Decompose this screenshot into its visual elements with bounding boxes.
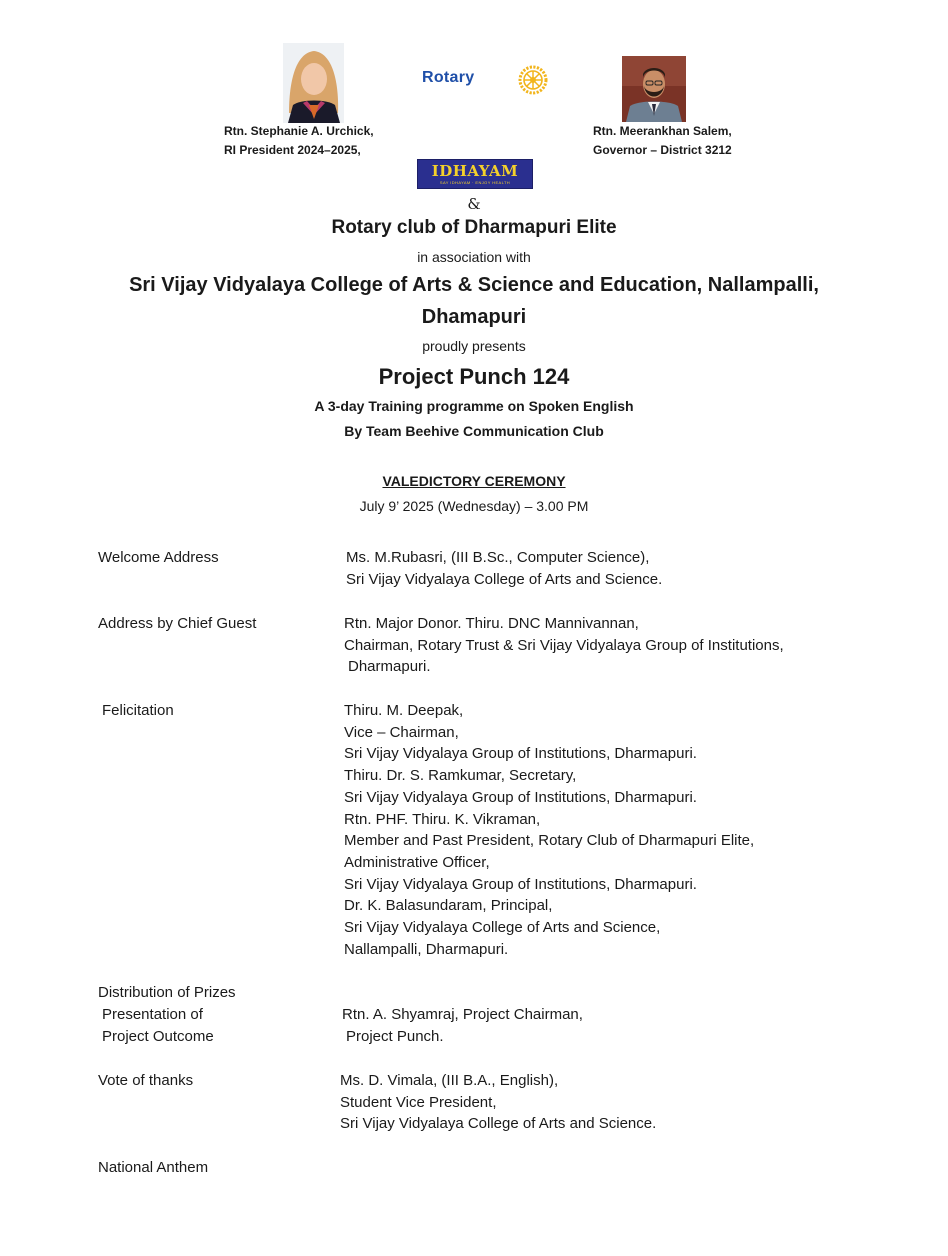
label-line: Welcome Address — [98, 549, 219, 566]
programme-subtitle: A 3-day Training programme on Spoken English — [314, 398, 634, 414]
rotary-logo-text: Rotary — [422, 69, 475, 86]
college-name-line1: Sri Vijay Vidyalaya College of Arts & Science and Education, Nallampalli, — [129, 274, 819, 296]
programme-item-label — [102, 700, 174, 722]
programme-item-detail — [346, 547, 662, 590]
detail-line: Student Vice President, — [340, 1093, 497, 1111]
programme-item-detail — [340, 1070, 656, 1135]
ceremony-datetime: July 9’ 2025 (Wednesday) – 3.00 PM — [359, 498, 589, 514]
club-name: Rotary club of Dharmapuri Elite — [331, 217, 617, 238]
label-line: Address by Chief Guest — [98, 615, 257, 632]
detail-line: Thiru. Dr. S. Ramkumar, Secretary, — [344, 767, 577, 785]
detail-line: Administrative Officer, — [344, 853, 490, 871]
ri-president-role: RI President 2024–2025, — [224, 143, 361, 157]
idhayam-tagline: SAY IDHAYAM · ENJOY HEALTH — [439, 180, 511, 185]
detail-line: Ms. M.Rubasri, (III B.Sc., Computer Science), — [346, 549, 650, 566]
programme-item-detail — [344, 613, 784, 678]
detail-line: Sri Vijay Vidyalaya Group of Institutions, Dharmapuri. — [344, 788, 697, 806]
programme-item-label — [98, 1070, 193, 1092]
programme-item-label — [98, 613, 256, 635]
detail-line: Project Punch. — [346, 1027, 444, 1045]
college-name-line2: Dhamapuri — [421, 306, 527, 328]
label-line: Project Outcome — [102, 1028, 214, 1045]
programme-item-label — [98, 982, 236, 1048]
governor-name: Rtn. Meerankhan Salem, — [593, 124, 732, 138]
ri-president-photo — [283, 43, 344, 123]
ampersand: & — [467, 195, 481, 213]
detail-line: Sri Vijay Vidyalaya College of Arts and Science, — [344, 919, 661, 937]
idhayam-logo — [417, 159, 533, 189]
detail-line: Nallampalli, Dharmapuri. — [344, 940, 509, 958]
association-text: in association with — [417, 249, 531, 265]
detail-line: Thiru. M. Deepak, — [344, 702, 464, 719]
detail-line: Rtn. Major Donor. Thiru. DNC Mannivannan, — [344, 615, 639, 632]
rotary-wheel-icon — [508, 65, 558, 95]
ri-president-name: Rtn. Stephanie A. Urchick, — [224, 124, 374, 138]
detail-line: Chairman, Rotary Trust & Sri Vijay Vidyalaya Group of Institutions, — [344, 636, 784, 654]
detail-line: Rtn. A. Shyamraj, Project Chairman, — [342, 1006, 583, 1023]
detail-line: Dharmapuri. — [348, 658, 431, 676]
detail-line: Member and Past President, Rotary Club of Dharmapuri Elite, — [344, 832, 755, 850]
programme-item-detail — [342, 1004, 583, 1047]
project-title: Project Punch 124 — [378, 364, 570, 389]
detail-line: Sri Vijay Vidyalaya College of Arts and Science. — [346, 570, 663, 588]
governor-caption — [593, 122, 732, 160]
label-line: Vote of thanks — [98, 1072, 194, 1089]
label-line: Distribution of Prizes — [98, 984, 236, 1001]
detail-line: Sri Vijay Vidyalaya Group of Institutions, Dharmapuri. — [344, 745, 697, 763]
detail-line: Ms. D. Vimala, (III B.A., English), — [340, 1072, 559, 1089]
programme-item-label — [98, 547, 219, 569]
detail-line: Sri Vijay Vidyalaya Group of Institutions, Dharmapuri. — [344, 875, 697, 893]
label-line: Presentation of — [102, 1006, 203, 1023]
governor-role: Governor – District 3212 — [593, 143, 732, 157]
detail-line: Sri Vijay Vidyalaya College of Arts and Science. — [340, 1115, 657, 1133]
governor-photo — [622, 56, 686, 122]
idhayam-logo-text: IDHAYAM — [431, 162, 519, 180]
programme-team: By Team Beehive Communication Club — [344, 423, 604, 439]
programme-item-detail — [344, 700, 754, 960]
detail-line: Vice – Chairman, — [344, 723, 459, 741]
presents-text: proudly presents — [422, 338, 526, 354]
label-line: National Anthem — [98, 1159, 209, 1176]
rotary-logo — [422, 63, 562, 97]
label-line: Felicitation — [102, 702, 174, 719]
ceremony-heading: VALEDICTORY CEREMONY — [382, 473, 566, 489]
ri-president-caption — [224, 122, 374, 160]
detail-line: Dr. K. Balasundaram, Principal, — [344, 897, 553, 915]
detail-line: Rtn. PHF. Thiru. K. Vikraman, — [344, 810, 541, 828]
programme-item-label — [98, 1157, 208, 1179]
